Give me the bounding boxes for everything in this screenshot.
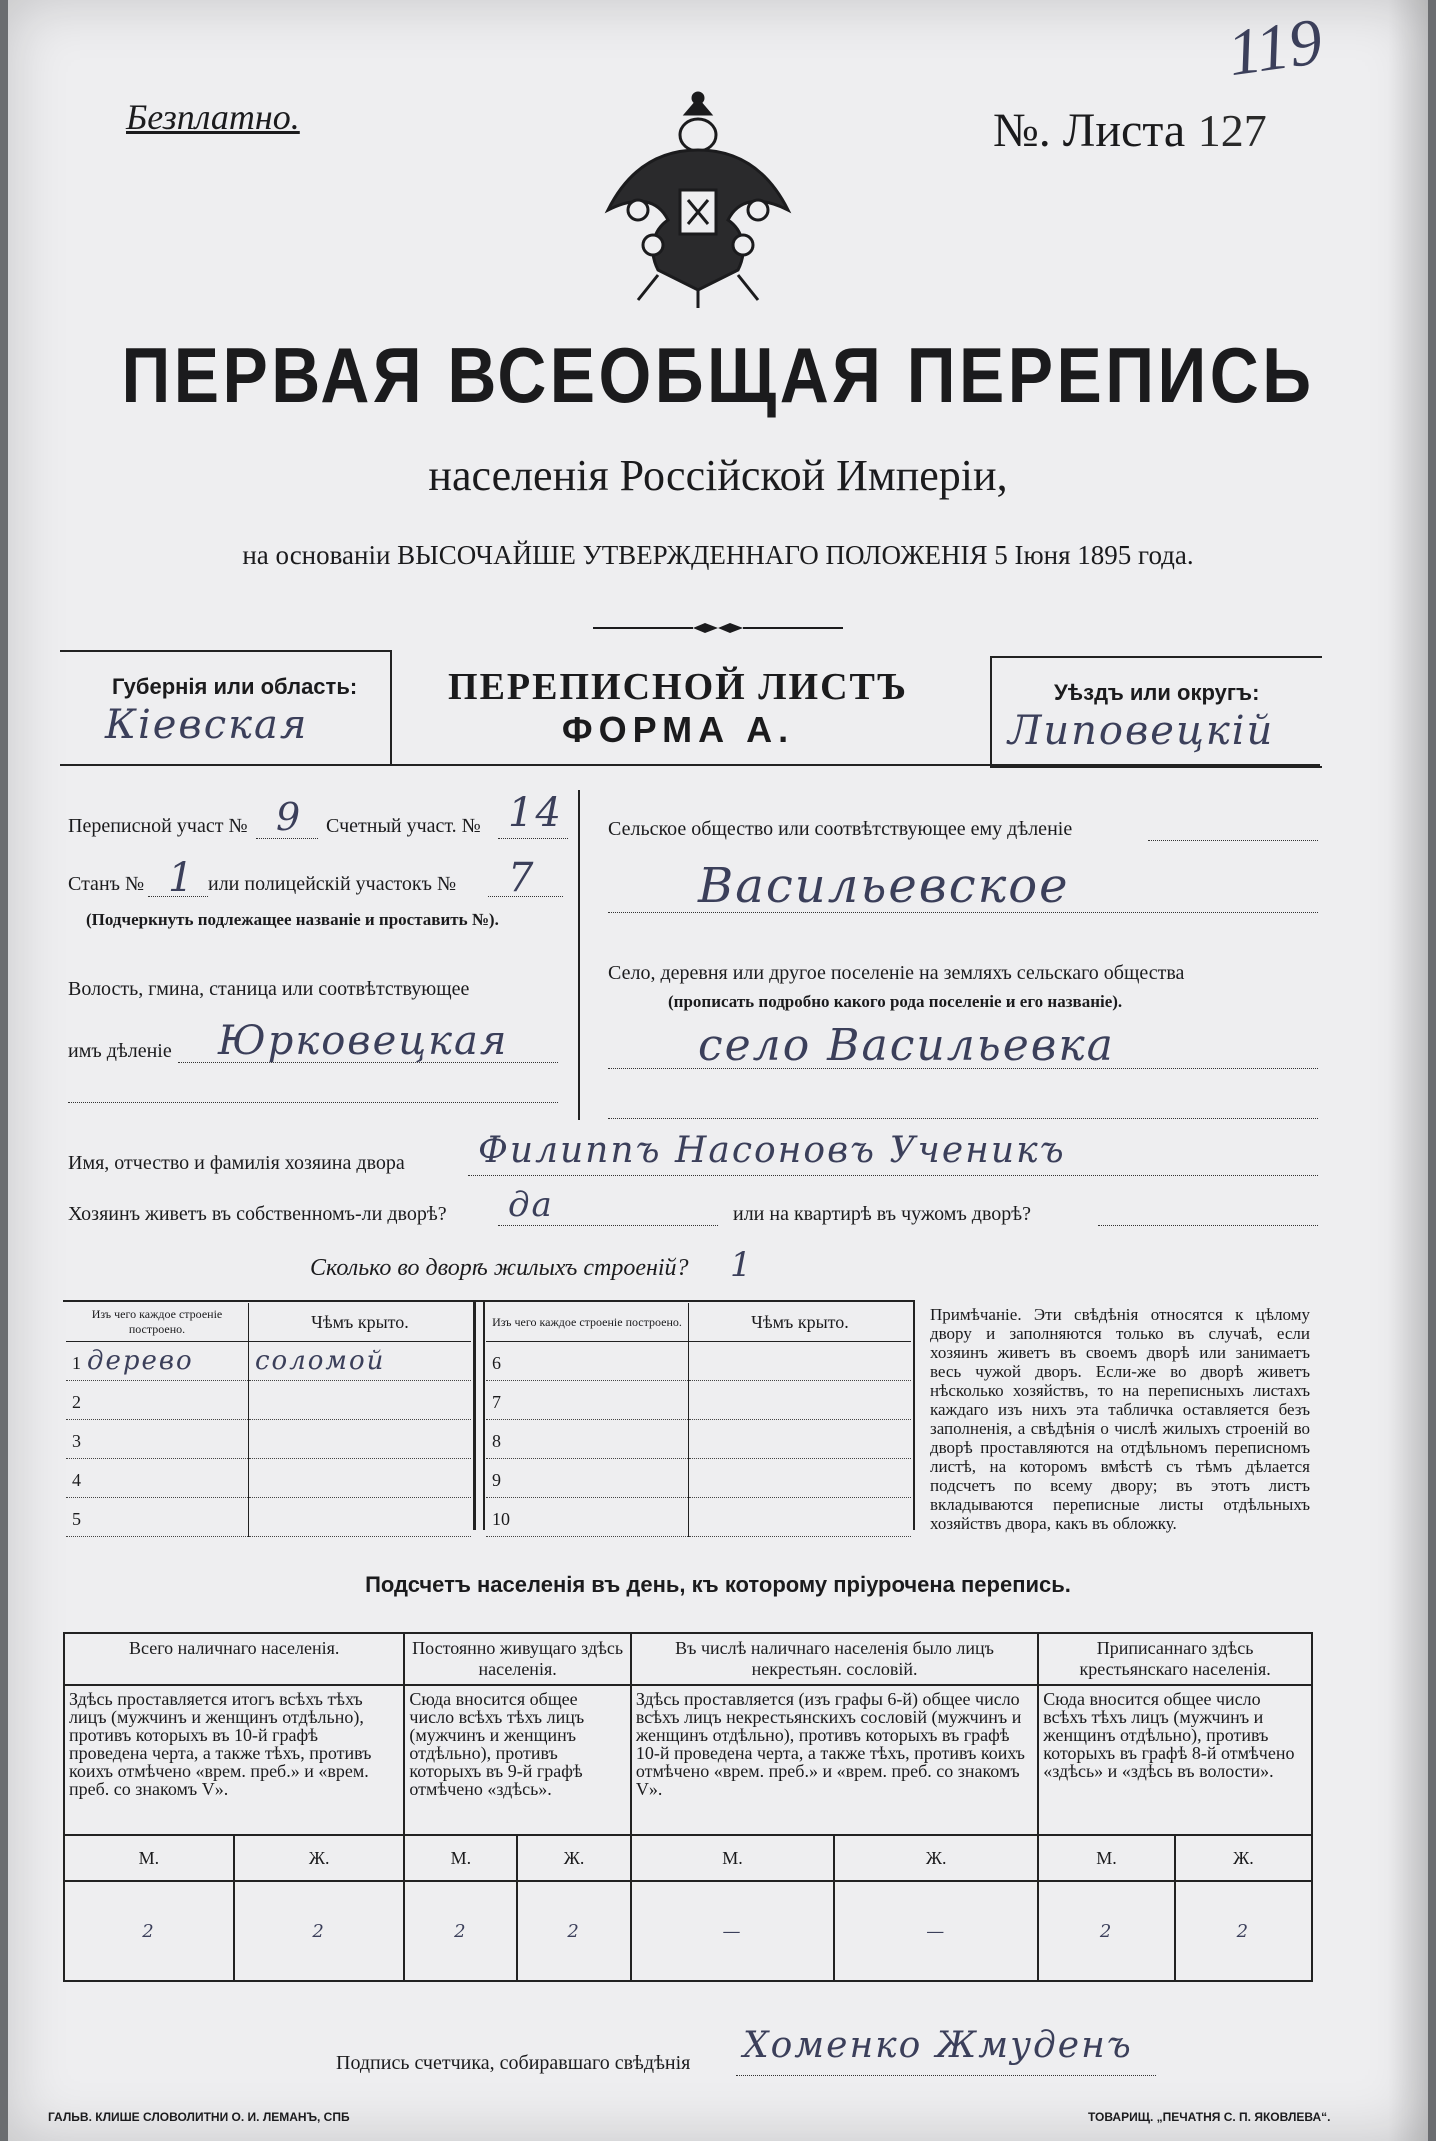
building-row (66, 1381, 471, 1420)
village-label: Село, деревня или другое поселеніе на земляхъ сельскаго общества (608, 962, 1185, 984)
building-roof (689, 1420, 912, 1459)
female-count: 2 (517, 1881, 630, 1981)
ornament-divider (593, 622, 843, 634)
buildings-value: 1 (730, 1245, 754, 1285)
population-column-description: Сюда вносится общее число всѣхъ тѣхъ лицъ (мужчинъ и женщинъ отдѣльно), противъ которыхъ въ графѣ 8-й отмѣчено «здѣсь» и «здѣсь въ волости». (1038, 1685, 1312, 1835)
imperial-eagle-emblem (598, 90, 798, 310)
population-column-description: Сюда вносится общее число всѣхъ тѣхъ лицъ (мужчинъ и женщинъ отдѣльно), противъ которыхъ въ 9-й графѣ отмѣчено «здѣсь». (404, 1685, 630, 1835)
counting-area-value: 14 (508, 790, 563, 836)
community-label: Сельское общество или соотвѣтствующее ему дѣленіе (608, 818, 1073, 840)
building-number: 1 (72, 1353, 81, 1373)
form-subtitle: населенія Россійской Имперіи, (428, 451, 1008, 500)
population-column-header: Въ числѣ наличнаго населенія было лицъ некрестьян. сословій. (631, 1633, 1038, 1685)
population-table (63, 1632, 1313, 1982)
population-column-description: Здѣсь проставляется (изъ графы 6-й) общее число всѣхъ лицъ некрестьянскихъ сословій (мужчинъ и женщинъ отдѣльно), противъ которыхъ въ графѣ 10-й проведена черта, а также тѣхъ, противъ коихъ отмѣчено «врем. преб.» и «врем. преб. со знакомъ V». (631, 1685, 1038, 1835)
building-material-cell (66, 1342, 249, 1381)
form-title-line1: ПЕРЕПИСНОЙ ЛИСТЪ (448, 666, 908, 708)
female-label: Ж. (517, 1835, 630, 1881)
building-roof (249, 1459, 472, 1498)
gubernia-label: Губернія или область: (112, 674, 358, 699)
building-row (486, 1381, 911, 1420)
building-number: 6 (492, 1353, 501, 1373)
volost-value: Юрковецкая (218, 1018, 509, 1064)
buildings-mid-divider (473, 1300, 476, 1530)
village-value: село Васильевка (698, 1020, 1115, 1071)
building-number: 4 (72, 1470, 81, 1490)
building-number: 9 (492, 1470, 501, 1490)
building-material-cell (66, 1459, 249, 1498)
male-label: М. (404, 1835, 517, 1881)
male-label: М. (64, 1835, 234, 1881)
village-note: (прописать подробно какого рода поселеніе и его названіе). (668, 992, 1123, 1011)
building-row (486, 1498, 911, 1537)
building-roof (689, 1342, 912, 1381)
female-label: Ж. (834, 1835, 1038, 1881)
building-row (66, 1342, 471, 1381)
census-area-line (256, 838, 318, 839)
community-value: Васильевское (698, 858, 1070, 914)
population-column-description: Здѣсь проставляется итогъ всѣхъ тѣхъ лицъ (мужчинъ и женщинъ отдѣльно), противъ которыхъ въ 10-й графѣ проведена черта, а также тѣхъ, противъ коихъ отмѣчено «врем. преб.» и «врем. преб. со знакомъ V». (64, 1685, 404, 1835)
rented-line (1098, 1225, 1318, 1226)
form-main-title: ПЕРВАЯ ВСЕОБЩАЯ ПЕРЕПИСЬ (121, 331, 1315, 419)
population-column-header: Постоянно живущаго здѣсь населенія. (404, 1633, 630, 1685)
header-rule (60, 764, 1320, 766)
female-count: — (834, 1881, 1038, 1981)
volost-label-2: имъ дѣленіе (68, 1040, 172, 1062)
buildings-note: Примѣчаніе. Эти свѣдѣнія относятся к цѣлому двору и заполняются только въ случаѣ, если хозяинъ живетъ въ своемъ дворѣ или занимаетъ весь чужой дворъ. Если-же во дворѣ живетъ нѣсколько хозяйствъ, то на переписныхъ листахъ каждаго изъ нихъ эта табличка оставляется безъ заполненія, а свѣдѣнія о числѣ жилыхъ строеній во дворѣ проставляются на отдѣльномъ переписномъ листѣ, на которомъ вмѣстѣ съ тѣмъ дѣлается подсчетъ по всему двору; въ этотъ листъ вкладываются переписные листы отдѣльныхъ хозяйствъ двора, какъ въ обложку. (930, 1305, 1310, 1533)
building-number: 5 (72, 1509, 81, 1529)
male-count: 2 (64, 1881, 234, 1981)
uezd-label: Уѣздъ или округъ: (1054, 680, 1260, 705)
fields-divider (578, 790, 580, 1120)
village-line-2 (608, 1118, 1318, 1119)
stan-line (148, 896, 208, 897)
stan-label: Станъ № (68, 873, 145, 895)
building-roof (249, 1420, 472, 1459)
volost-line (178, 1062, 558, 1063)
building-material-cell (486, 1498, 689, 1537)
form-title-block (398, 665, 958, 751)
building-row (66, 1498, 471, 1537)
volost-line-2 (68, 1102, 558, 1103)
building-number: 3 (72, 1431, 81, 1451)
population-column-header: Приписаннаго здѣсь крестьянскаго населенія. (1038, 1633, 1312, 1685)
volost-label-1: Волость, гмина, станица или соотвѣтствующее (68, 978, 470, 1000)
census-area-value: 9 (276, 795, 303, 839)
col-material-header-right: Изъ чего каждое строеніе построено. (486, 1303, 689, 1342)
page-number-handwritten: 119 (1223, 4, 1327, 91)
building-row (486, 1420, 911, 1459)
community-line-2 (608, 912, 1318, 913)
building-material-cell (66, 1420, 249, 1459)
footer-left: ГАЛЬВ. КЛИШЕ СЛОВОЛИТНИ О. И. ЛЕМАНЪ, СПБ (48, 2110, 350, 2124)
owner-line (468, 1175, 1318, 1176)
building-row (486, 1459, 911, 1498)
signature-value: Хоменко Жмуденъ (743, 2025, 1133, 2066)
buildings-label: Сколько во дворѣ жилыхъ строеній? (310, 1255, 689, 1281)
police-line (488, 896, 563, 897)
building-material-cell (486, 1420, 689, 1459)
census-area-label: Переписной участ № (68, 815, 248, 837)
building-number: 7 (492, 1392, 501, 1412)
male-label: М. (631, 1835, 834, 1881)
uezd-box (990, 656, 1322, 768)
police-label: или полицейскій участокъ № (208, 873, 457, 895)
male-label: М. (1038, 1835, 1175, 1881)
col-roof-header-right: Чѣмъ крыто. (689, 1303, 912, 1342)
owner-label: Имя, отчество и фамилія хозяина двора (68, 1152, 405, 1174)
male-count: 2 (404, 1881, 517, 1981)
building-row (66, 1459, 471, 1498)
sheet-number-printed: 127 (1197, 105, 1267, 156)
building-roof: соломой (249, 1342, 472, 1381)
village-line-1 (608, 1068, 1318, 1069)
population-column-header: Всего наличнаго населенія. (64, 1633, 404, 1685)
counting-area-label: Счетный участ. № (326, 815, 481, 837)
building-roof (249, 1498, 472, 1537)
building-number: 10 (492, 1509, 510, 1529)
building-material-cell (486, 1381, 689, 1420)
male-count: — (631, 1881, 834, 1981)
own-yard-line (498, 1225, 718, 1226)
signature-label: Подпись счетчика, собиравшаго свѣдѣнія (336, 2052, 691, 2074)
rented-label: или на квартирѣ въ чужомъ дворѣ? (733, 1203, 1032, 1225)
signature-line (736, 2075, 1156, 2076)
col-roof-header: Чѣмъ крыто. (249, 1303, 472, 1342)
free-label: Безплатно. (126, 97, 300, 137)
buildings-rule-top (63, 1300, 913, 1302)
gubernia-box (60, 650, 392, 766)
sheet-number-label: №. Листа (993, 104, 1186, 157)
building-material: дерево (87, 1346, 194, 1376)
footer-right: ТОВАРИЩ. „ПЕЧАТНЯ С. П. ЯКОВЛЕВА“. (1088, 2110, 1331, 2124)
building-material-cell (486, 1342, 689, 1381)
census-sheet (8, 0, 1428, 2141)
female-count: 2 (1175, 1881, 1312, 1981)
building-number: 2 (72, 1392, 81, 1412)
buildings-right-border (913, 1300, 915, 1530)
building-material-cell (66, 1381, 249, 1420)
building-row (66, 1420, 471, 1459)
male-count: 2 (1038, 1881, 1175, 1981)
police-value: 7 (508, 855, 536, 901)
building-roof (249, 1381, 472, 1420)
stan-value: 1 (168, 855, 196, 901)
own-yard-label: Хозяинъ живетъ въ собственномъ-ли дворѣ? (68, 1203, 447, 1225)
female-label: Ж. (1175, 1835, 1312, 1881)
buildings-table-right (486, 1303, 911, 1537)
sheet-number (993, 100, 1267, 158)
building-material-cell (66, 1498, 249, 1537)
gubernia-value: Кіевская (105, 702, 309, 748)
building-material-cell (486, 1459, 689, 1498)
building-number: 8 (492, 1431, 501, 1451)
form-basis: на основаніи ВЫСОЧАЙШЕ УТВЕРЖДЕННАГО ПОЛОЖЕНІЯ 5 Іюня 1895 года. (242, 540, 1194, 570)
form-title-line2: ФОРМА А. (561, 709, 795, 750)
owner-value: Филиппъ Насоновъ Ученикъ (478, 1130, 1066, 1171)
own-yard-value: да (508, 1185, 554, 1225)
building-roof (689, 1498, 912, 1537)
building-roof (689, 1381, 912, 1420)
col-material-header: Изъ чего каждое строеніе построено. (66, 1303, 249, 1342)
uezd-value: Липовецкій (1008, 708, 1275, 754)
counting-area-line (498, 838, 568, 839)
community-line-1 (1148, 840, 1318, 841)
stan-note: (Подчеркнуть подлежащее названіе и проставить №). (86, 910, 499, 929)
population-title: Подсчетъ населенія въ день, къ которому пріурочена перепись. (365, 1572, 1071, 1597)
buildings-table-left (66, 1303, 471, 1537)
buildings-mid-divider-2 (483, 1300, 485, 1530)
building-roof (689, 1459, 912, 1498)
building-row (486, 1342, 911, 1381)
female-label: Ж. (234, 1835, 405, 1881)
female-count: 2 (234, 1881, 405, 1981)
